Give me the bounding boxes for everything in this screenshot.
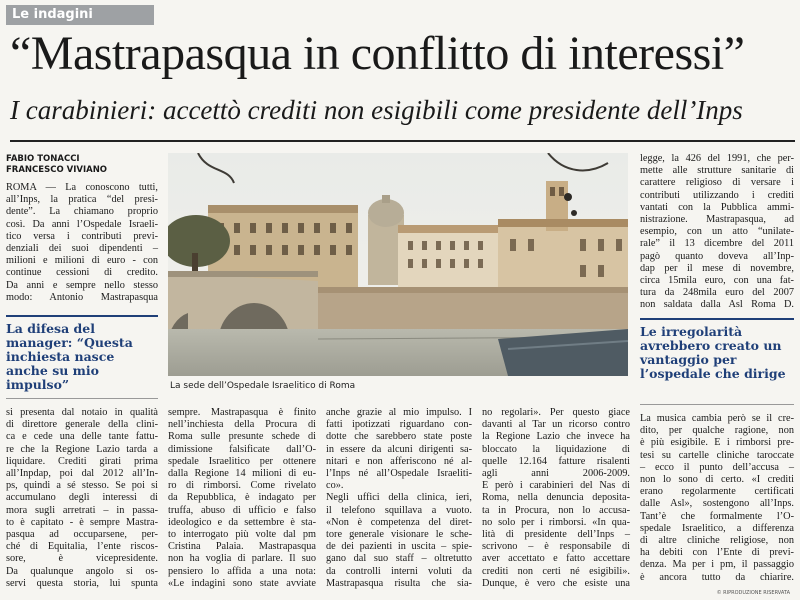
text-line: Da qualunque angolo si os- (6, 565, 158, 577)
text-line: truffa, abuso di ufficio e falso (168, 504, 316, 516)
text-line: il telefono squillava a vuoto. (326, 504, 472, 516)
text-line: continue cessioni di credito. (6, 267, 158, 279)
lead-paragraph (6, 182, 158, 304)
text-line: di altre cliniche religiose, non (640, 535, 794, 547)
text-line: pasqua ad occuparsene, per- (6, 529, 158, 541)
text-line: – ecco il punto dell’accusa – (640, 461, 794, 473)
column-3 (326, 407, 472, 590)
text-line: liquidare. Crediti girati prima (6, 455, 158, 467)
text-line: ro di rimborsi. Come rivelato (168, 480, 316, 492)
text-line: contributi utilizzando i crediti (640, 189, 794, 201)
column-1 (6, 407, 158, 590)
text-line: non ha voglia di parlare. Il suo (168, 553, 316, 565)
text-line: è ancora tutto da chiarire. (640, 571, 794, 583)
text-line: ta in Procura, non lo accusa- (482, 504, 630, 516)
text-line: è più esigibile. E i rimborsi pre- (640, 437, 794, 449)
text-line: Negli uffici della clinica, ieri, (326, 492, 472, 504)
byline (6, 154, 107, 176)
text-line: davanti al Tar un ricorso contro (482, 419, 630, 431)
text-line: tura da 248mila euro del 2007 (640, 287, 794, 299)
text-line: dimissione falsificate dall’O- (168, 443, 316, 455)
text-line: dalla Regione 14 milioni di eu- (168, 468, 316, 480)
pull-quote-right: Le irregolarità avrebbero creato un vantaggio per l’ospedale che dirige (640, 324, 786, 381)
text-line: spedale Israelitico per ottenere (168, 455, 316, 467)
text-line: mora sugli arretrati – in passa- (6, 504, 158, 516)
copyright-notice: © RIPRODUZIONE RISERVATA (716, 590, 790, 596)
text-line: E però i carabinieri del Nas di (482, 480, 630, 492)
text-line: così. Da anni l’Ospedale Israeli- (6, 218, 158, 230)
text-line: Roma sulle presunte schede di (168, 431, 316, 443)
section-label: Le indagini (6, 5, 154, 25)
column-2 (168, 407, 316, 590)
text-line: mette alle strutture sanitarie di (640, 165, 794, 177)
text-line: «Non è competenza del diret- (326, 516, 472, 528)
text-line: lità di presidente dell’Inps – (482, 529, 630, 541)
text-line: scrivono – è responsabile di (482, 541, 630, 553)
text-line: denziali dei suoi dipendenti – (6, 243, 158, 255)
text-line: dito, per qualche ragione, non (640, 425, 794, 437)
text-line: tico versa i contributi previ- (6, 230, 158, 242)
text-line: si presenta dal notaio in qualità (6, 407, 158, 418)
text-line: carattere religioso di versare i (640, 177, 794, 189)
subheadline: I carabinieri: accettò crediti non esigibili come presidente dell’Inps (10, 95, 743, 125)
pull-quote-divider (640, 404, 794, 405)
pull-quote-rule (6, 315, 158, 317)
text-line: non lo sono di certo. «I crediti (640, 474, 794, 486)
text-line: all’Inps, la pratica “del presi- (6, 194, 158, 206)
text-line: de dei pazienti in uscita – spie- (326, 541, 472, 553)
text-line: ha debiti con l’Ente di previ- (640, 547, 794, 559)
text-line: sempre. Mastrapasqua è finito (168, 407, 316, 418)
text-line: sore, è vicepresidente. (6, 553, 158, 565)
text-line: ca e cede una delle tante fattu- (6, 431, 158, 443)
text-line: pensiero lo affida a una nota: (168, 565, 316, 577)
text-line: di direttore generale della clini- (6, 419, 158, 431)
text-line: ché di Equitalia, l’ente riscos- (6, 541, 158, 553)
text-line: to interrogato più volte dal pm (168, 529, 316, 541)
text-line: da Repubblica, è indagato per (168, 492, 316, 504)
text-line: dap per il mese di novembre, (640, 262, 794, 274)
text-line: bloccato la liquidazione di (482, 443, 630, 455)
text-line: agli anni 2006-2009. (482, 468, 630, 480)
text-line: erano regolarmente certificati (640, 486, 794, 498)
text-line: tore generale visionare le sche- (326, 529, 472, 541)
pull-quote-left: La difesa del manager: “Questa inchiesta nasce anche su mio impulso” (6, 321, 133, 392)
text-line: non saldata dalla Asl Roma D. (640, 299, 794, 311)
text-line: quelle 12.164 fatture risalenti (482, 455, 630, 467)
text-line: rale” il 13 dicembre del 2011 (640, 238, 794, 250)
text-line: Dunque, è vero che esiste una (482, 577, 630, 589)
text-line: to è capitato - è sempre Mastra- (6, 516, 158, 528)
text-line: in essere da alcuni dirigenti sa- (326, 443, 472, 455)
column-5 (640, 413, 794, 584)
text-line: fatti ipotizzati riguardano con- (326, 419, 472, 431)
text-line: co». (326, 480, 344, 492)
text-line: no solo per i rimborsi. «In qua- (482, 516, 630, 528)
photo-caption: La sede dell’Ospedale Israelitico di Roma (170, 381, 356, 391)
column-right-top (640, 153, 794, 312)
text-line: modo: Antonio Mastrapasqua (6, 291, 158, 303)
text-line: Da anni e sempre nello stesso (6, 279, 158, 291)
pull-quote-rule (640, 318, 794, 320)
text-line: ideologico e da settembre è sta- (168, 516, 316, 528)
text-line: esempio, con un atto “unilate- (640, 226, 794, 238)
author-name: FABIO TONACCI (6, 154, 80, 164)
text-line: anche grazie al mio impulso. I (326, 407, 472, 418)
text-line: «Le indagini sono state avviate (168, 577, 316, 589)
text-line: nistrazione. Mastrapasqua, ad (640, 214, 794, 226)
text-line: dalle Asl», sostengono all’Inps. (640, 498, 794, 510)
headline: “Mastrapasqua in conflitto di interessi” (10, 27, 745, 80)
text-line: da controlli interni voluti da (326, 565, 472, 577)
text-line: Tant’è che formalmente l’O- (640, 510, 794, 522)
hospital-photo (168, 153, 628, 376)
text-line: la Regione Lazio che invece ha (482, 431, 630, 443)
text-line: crediti non certi né esigibili». (482, 565, 630, 577)
text-line: all’Inpdap, poi dal 2012 all’In- (6, 468, 158, 480)
text-line: legge, la 426 del 1991, che per- (640, 153, 794, 164)
text-line: Roma, nella denuncia deposita- (482, 492, 630, 504)
text-line: dente”. La chiamano proprio (6, 206, 158, 218)
author-name: FRANCESCO VIVIANO (6, 165, 108, 175)
text-line: re che la Regione Lazio tarda a (6, 443, 158, 455)
text-line: gano dal suo staff – oltretutto (326, 553, 472, 565)
text-line: pagò quanto doveva all’Inp- (640, 250, 794, 262)
text-line: La musica cambia però se il cre- (640, 413, 794, 424)
text-line: tesi su cartelle cliniche taroccate (640, 449, 794, 461)
column-4 (482, 407, 630, 590)
text-line: dotte che sarebbero state poste (326, 431, 472, 443)
text-line: servi questa storia, lui spunta (6, 577, 158, 589)
text-line: denza. Ma per i pm, il passaggio (640, 559, 794, 571)
text-line: circa 15mila euro, con una fat- (640, 275, 794, 287)
pull-quote-divider (6, 398, 158, 399)
text-line: no regolari». Per questo giace (482, 407, 630, 418)
text-line: accumulano degli interessi di (6, 492, 158, 504)
text-line: ps, quindi a sé stesso. Se poi si (6, 480, 158, 492)
text-line: vantati con la Pubblica ammi- (640, 201, 794, 213)
text-line: nell’inchiesta della Procura di (168, 419, 316, 431)
text-line: Mastrapasqua risulta che sia- (326, 577, 472, 589)
text-line: ROMA — La conoscono tutti, (6, 182, 158, 193)
headline-rule (10, 140, 795, 142)
text-line: l’Inps né all’Ospedale Israeliti- (326, 468, 472, 480)
text-line: milioni e milioni di euro - con (6, 255, 158, 267)
text-line: spedale Israelitico, a differenza (640, 522, 794, 534)
text-line: Cristina Palaia. Mastrapasqua (168, 541, 316, 553)
text-line: aver accettato e fatto accettare (482, 553, 630, 565)
text-line: nitari e non afferiscono né al- (326, 455, 472, 467)
